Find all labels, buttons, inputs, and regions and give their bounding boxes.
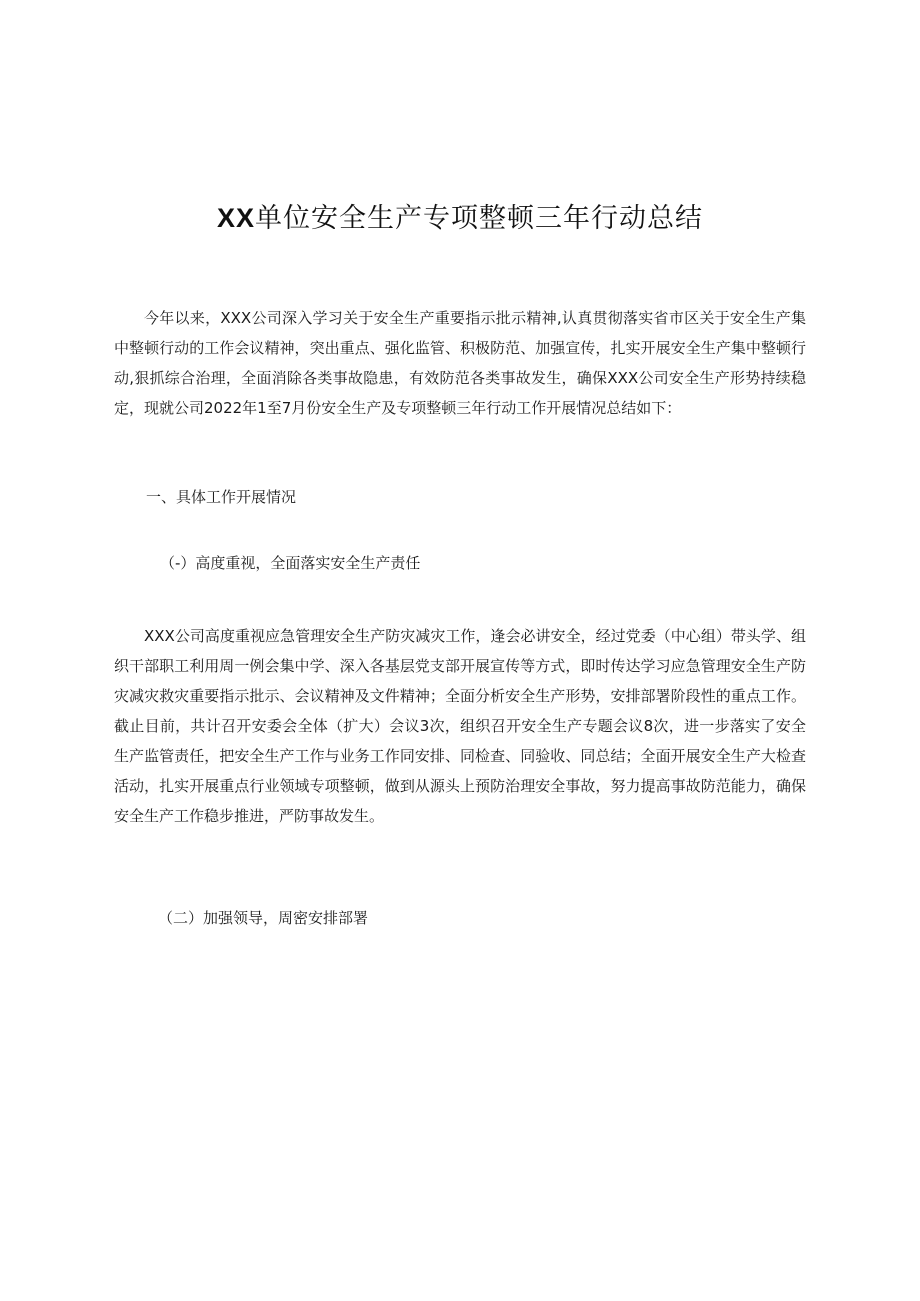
- document-title-text: 单位安全生产专项整顿三年行动总结: [255, 203, 704, 234]
- subsection-heading-2: （二）加强领导，周密安排部署: [158, 909, 369, 927]
- subsection-1-paragraph: XXX公司高度重视应急管理安全生产防灾减灾工作，逢会必讲安全，经过党委（中心组）带头学、组织干部职工利用周一例会集中学、深入各基层党支部开展宣传等方式，即时传达学习应急管理安全生产防灾减灾救灾重要指示批示、会议精神及文件精神；全面分析安全生产形势，安排部署阶段性的重点工作。截止目前，共计召开安委会全体（扩大）会议3次，组织召开安全生产专题会议8次，进一步落实了安全生产监管责任，把安全生产工作与业务工作同安排、同检查、同验收、同总结；全面开展安全生产大检查活动，扎实开展重点行业领域专项整顿，做到从源头上预防治理安全事故，努力提高事故防范能力，确保安全生产工作稳步推进，严防事故发生。: [114, 627, 806, 825]
- document-title: [0, 198, 920, 239]
- intro-paragraph: 今年以来，XXX公司深入学习关于安全生产重要指示批示精神,认真贯彻落实省市区关于安全生产集中整顿行动的工作会议精神，突出重点、强化监管、积极防范、加强宣传，扎实开展安全生产集中整顿行动,狠抓综合治理，全面消除各类事故隐患，有效防范各类事故发生，确保XXX公司安全生产形势持续稳定，现就公司2022年1至7月份安全生产及专项整顿三年行动工作开展情况总结如下：: [114, 309, 806, 417]
- subsection-heading-1: （-）高度重视，全面落实安全生产责任: [160, 554, 421, 572]
- section-heading-1: 一、具体工作开展情况: [146, 488, 297, 506]
- document-title-prefix: XX: [216, 203, 256, 233]
